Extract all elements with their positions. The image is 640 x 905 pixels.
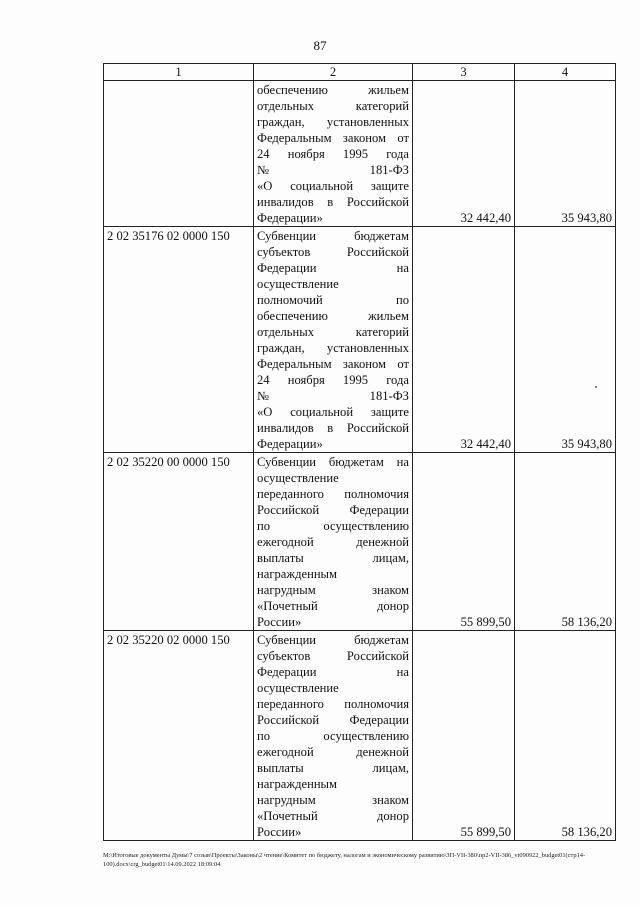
budget-code-cell: 2 02 35220 02 0000 150 xyxy=(104,631,254,841)
budget-code-cell: 2 02 35176 02 0000 150 xyxy=(104,227,254,453)
budget-code-cell xyxy=(104,81,254,227)
amount-col4-cell: 58 136,20 xyxy=(515,453,616,631)
description-line: нагрудным знаком xyxy=(257,583,409,597)
description-line: осуществление xyxy=(257,681,339,695)
table-row xyxy=(104,81,616,227)
column-header-3: 3 xyxy=(413,64,515,81)
description-line: ежегодной денежной xyxy=(257,745,409,759)
description-line: 24 ноября 1995 года xyxy=(257,147,409,161)
description-line: граждан, установленных xyxy=(257,115,409,129)
amount-col4-cell: 35 943,80 xyxy=(515,227,616,453)
page-number: 87 xyxy=(313,38,327,53)
description-line: субъектов Российской xyxy=(257,649,409,663)
description-line: Субвенции бюджетам на xyxy=(257,455,409,469)
table-header-row xyxy=(104,64,616,81)
description-line: № 181-ФЗ xyxy=(257,163,409,177)
description-line: выплаты лицам, xyxy=(257,761,409,775)
description-line: отдельных категорий xyxy=(257,325,409,339)
description-line: Федеральным законом от xyxy=(257,357,409,371)
description-line: нагрудным знаком xyxy=(257,793,409,807)
description-line: по осуществлению xyxy=(257,519,409,533)
description-line: обеспечению жильем xyxy=(257,83,409,97)
description-line: граждан, установленных xyxy=(257,341,409,355)
description-line: России» xyxy=(257,615,302,629)
description-line: Российской Федерации xyxy=(257,713,409,727)
description-line: осуществление xyxy=(257,471,339,485)
column-header-1: 1 xyxy=(104,64,254,81)
scan-artifact-dot xyxy=(595,386,597,388)
amount-col4-cell: 35 943,80 xyxy=(515,81,616,227)
description-line: Российской Федерации xyxy=(257,503,409,517)
description-line: «Почетный донор xyxy=(257,599,409,613)
budget-table xyxy=(103,63,616,841)
description-line: России» xyxy=(257,825,302,839)
description-line: награжденным xyxy=(257,567,337,581)
description-line: 24 ноября 1995 года xyxy=(257,373,409,387)
description-line: награжденным xyxy=(257,777,337,791)
description-line: субъектов Российской xyxy=(257,245,409,259)
table-row xyxy=(104,631,616,841)
table-row xyxy=(104,227,616,453)
description-line: № 181-ФЗ xyxy=(257,389,409,403)
description-line: по осуществлению xyxy=(257,729,409,743)
description-line: выплаты лицам, xyxy=(257,551,409,565)
description-cell xyxy=(254,81,413,227)
amount-col3-cell: 32 442,40 xyxy=(413,81,515,227)
amount-col3-cell: 55 899,50 xyxy=(413,631,515,841)
description-line: ежегодной денежной xyxy=(257,535,409,549)
description-cell xyxy=(254,631,413,841)
description-line: «Почетный донор xyxy=(257,809,409,823)
description-line: Федеральным законом от xyxy=(257,131,409,145)
description-line: Федерации» xyxy=(257,211,323,225)
description-line: «О социальной защите xyxy=(257,179,409,193)
description-line: переданного полномочия xyxy=(257,697,409,711)
description-line: переданного полномочия xyxy=(257,487,409,501)
description-line: обеспечению жильем xyxy=(257,309,409,323)
table-row xyxy=(104,453,616,631)
description-line: Субвенции бюджетам xyxy=(257,633,409,647)
description-line: отдельных категорий xyxy=(257,99,409,113)
description-cell xyxy=(254,453,413,631)
description-line: осуществление xyxy=(257,277,339,291)
description-line: инвалидов в Российской xyxy=(257,421,409,435)
description-line: Федерации на xyxy=(257,665,409,679)
amount-col3-cell: 55 899,50 xyxy=(413,453,515,631)
table-body xyxy=(104,81,616,841)
description-line: Федерации на xyxy=(257,261,409,275)
amount-col4-cell: 58 136,20 xyxy=(515,631,616,841)
description-line: Федерации» xyxy=(257,437,323,451)
budget-code-cell: 2 02 35220 00 0000 150 xyxy=(104,453,254,631)
column-header-2: 2 xyxy=(254,64,413,81)
amount-col3-cell: 32 442,40 xyxy=(413,227,515,453)
description-line: инвалидов в Российской xyxy=(257,195,409,209)
description-line: полномочий по xyxy=(257,293,409,307)
description-line: «О социальной защите xyxy=(257,405,409,419)
description-cell xyxy=(254,227,413,453)
description-line: Субвенции бюджетам xyxy=(257,229,409,243)
column-header-4: 4 xyxy=(515,64,616,81)
footer-file-path: M:\Итоговые документы Думы\7 созыв\Проекты\Законы\2 чтение\Комитет по бюджету, налогам и экономическому развитию\ЗП-VII-380\пр2-VII-386_vt090922_budget01(стр14-100).docx\crg_budget01\14.09.2022 18:09:04 xyxy=(103,852,586,868)
